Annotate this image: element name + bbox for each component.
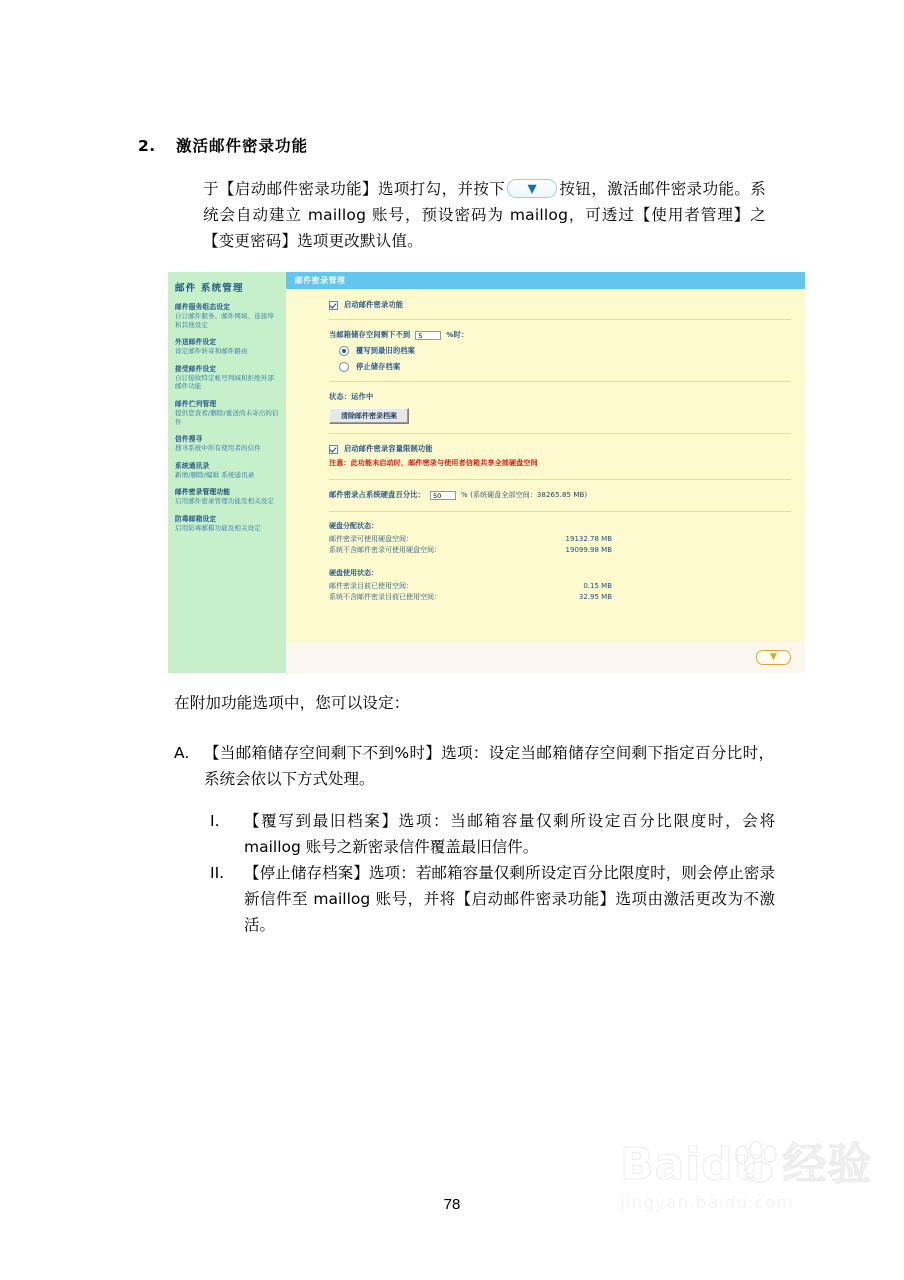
paw-logo-icon (732, 1141, 784, 1185)
sidebar-item-label: 邮件服务组态设定 (175, 303, 231, 311)
app-header-bar (286, 272, 805, 289)
row-value: 19099.98 MB (565, 546, 612, 554)
chevron-down-icon: ▼ (507, 179, 557, 198)
watermark-sub-text: jingyan.baidu.com (620, 1193, 794, 1213)
sidebar-item-desc: 启用邮件密录管理功能及相关设定 (175, 497, 274, 506)
clear-archive-row (329, 408, 791, 424)
sidebar-item-desc: 自订邮件服务、邮件网域、连接埠和其他设定 (175, 312, 274, 329)
sidebar-item-mail-search[interactable] (175, 435, 279, 453)
enable-archive-row[interactable] (329, 300, 791, 310)
disk-allocation-heading: 硬盘分配状态： (329, 522, 378, 530)
sidebar-item-mail-archive[interactable] (175, 488, 279, 506)
disk-usage-heading: 硬盘使用状态： (329, 569, 378, 577)
chevron-down-icon[interactable]: ▼ (756, 650, 791, 665)
divider (329, 319, 791, 320)
disk-allocation-block (329, 521, 791, 556)
radio-overwrite-row[interactable] (329, 346, 791, 356)
app-sidebar (168, 272, 286, 673)
disk-usage-row (329, 581, 791, 592)
row-value: 32.95 MB (578, 593, 612, 601)
watermark (620, 1139, 888, 1231)
quota-limit-label: 启动邮件密录容量限制功能 (344, 444, 433, 453)
divider (329, 479, 791, 480)
radio-stop[interactable] (339, 362, 349, 372)
divider (329, 381, 791, 382)
enable-archive-checkbox[interactable] (329, 301, 338, 310)
divider (329, 433, 791, 434)
sidebar-item-desc: 新增/删除/编辑 系统通讯录 (175, 470, 255, 479)
sidebar-item-desc: 启用防毒邮箱功能及相关设定 (175, 523, 261, 532)
sidebar-item-antivirus-mailbox[interactable] (175, 515, 279, 533)
page-number: 78 (443, 1196, 461, 1213)
sidebar-item-label: 系统通讯录 (175, 461, 210, 470)
watermark-main-text: Baidu 经验 (620, 1139, 873, 1190)
section-heading (138, 134, 798, 156)
app-main-panel (286, 272, 805, 673)
section-heading-text: 激活邮件密录功能 (176, 137, 309, 155)
quota-limit-row[interactable] (329, 444, 791, 454)
sidebar-item-mail-queue[interactable] (175, 400, 279, 426)
percent-input[interactable]: 50 (430, 491, 456, 500)
radio-stop-label: 停止储存档案 (356, 362, 401, 371)
list-item-marker: II. (210, 864, 225, 882)
section-heading-number: 2. (138, 137, 156, 155)
sidebar-item-label: 信件搜寻 (175, 435, 203, 444)
intro-paragraph-part1: 于【启动邮件密录功能】选项打勾，并按下 (203, 180, 506, 198)
list-item-roman-1 (210, 808, 775, 860)
percent-row (329, 490, 791, 500)
row-key: 邮件密录目前已使用空间： (329, 582, 413, 590)
list-item-a-text: 【当邮箱储存空间剩下不到%时】选项：设定当邮箱储存空间剩下指定百分比时，系统会依以下方式处理。 (204, 744, 774, 788)
list-item-a (174, 740, 774, 792)
list-item-text: 【覆写到最旧档案】选项：当邮箱容量仅剩所设定百分比限度时，会将 maillog 账号之新密录信件覆盖最旧信件。 (244, 812, 775, 856)
quota-limit-checkbox[interactable] (329, 445, 338, 454)
threshold-suffix-label: %时： (446, 330, 469, 339)
sidebar-item-mail-service-config[interactable] (175, 303, 279, 329)
sidebar-item-desc: 提供您查看/删除/重送尚未寄出的信件 (175, 408, 279, 426)
archive-status-label: 状态：运作中 (329, 392, 374, 401)
list-item-marker: I. (210, 812, 220, 830)
app-content-area (286, 289, 805, 641)
percent-suffix-label: % (系统硬盘全部空间：38265.85 MB) (461, 491, 588, 499)
disk-allocation-row (329, 545, 791, 556)
threshold-input[interactable]: 5 (415, 331, 441, 340)
threshold-row (329, 330, 791, 340)
row-value: 19132.78 MB (565, 535, 612, 543)
roman-list (210, 808, 775, 938)
disk-usage-row (329, 592, 791, 603)
list-item-text: 【停止储存档案】选项：若邮箱容量仅剩所设定百分比限度时，则会停止密录新信件至 maillog 账号，并将【启动邮件密录功能】选项由激活更改为不激活。 (244, 864, 775, 934)
row-key: 系统不含邮件密录目前已使用空间： (329, 593, 441, 601)
list-item-a-marker: A. (174, 744, 190, 762)
disk-usage-block (329, 568, 791, 603)
sidebar-item-desc: 自订接收特定帐号列域和拒绝外部邮件功能 (175, 373, 274, 391)
row-key: 系统不含邮件密录可使用硬盘空间： (329, 546, 441, 554)
sidebar-item-label: 邮件密录管理功能 (175, 488, 231, 497)
radio-overwrite-label: 覆写到最旧的档案 (356, 346, 416, 355)
enable-archive-label: 启动邮件密录功能 (344, 300, 404, 309)
row-value: 0.15 MB (583, 582, 612, 590)
after-screenshot-paragraph: 在附加功能选项中，您可以设定： (174, 694, 410, 712)
radio-stop-row[interactable] (329, 362, 791, 372)
embedded-app-screenshot (168, 272, 805, 673)
threshold-prefix-label: 当邮箱储存空间剩下不到 (329, 330, 411, 339)
sidebar-item-label: 外送邮件设定 (175, 338, 217, 347)
intro-paragraph (203, 176, 766, 254)
disk-allocation-row (329, 534, 791, 545)
app-header-title: 邮件密录管理 (295, 276, 346, 285)
sidebar-item-desc: 搜寻系统中所有使用者的信件 (175, 444, 261, 453)
sidebar-item-outgoing-mail[interactable] (175, 338, 279, 356)
clear-archive-button[interactable]: 清除邮件密录档案 (329, 408, 409, 424)
quota-warning-text: 注意：此功能未启动时，邮件密录与使用者信箱共享全部硬盘空间 (329, 459, 538, 467)
sidebar-title: 邮件 系统管理 (175, 283, 244, 294)
row-key: 邮件密录可使用硬盘空间： (329, 535, 413, 543)
radio-overwrite[interactable] (339, 346, 349, 356)
sidebar-item-desc: 设定邮件转寄和邮件路由 (175, 347, 248, 356)
sidebar-item-incoming-mail[interactable] (175, 365, 279, 391)
divider (329, 511, 791, 512)
sidebar-item-label: 接受邮件设定 (175, 364, 217, 373)
percent-label: 邮件密录占系统硬盘百分比： (329, 490, 426, 499)
app-footer-bar (286, 641, 805, 673)
intro-paragraph-part2: 按钮，激活邮件密录功能。系统会自动建立 maillog 账号，预设密码为 maillog，可透过【使用者管理】之【变更密码】选项更改默认值。 (203, 180, 766, 250)
sidebar-item-label: 防毒邮箱设定 (175, 514, 217, 523)
sidebar-item-label: 邮件伫列管理 (175, 399, 217, 408)
list-item-roman-2 (210, 860, 775, 938)
sidebar-item-address-book[interactable] (175, 462, 279, 480)
